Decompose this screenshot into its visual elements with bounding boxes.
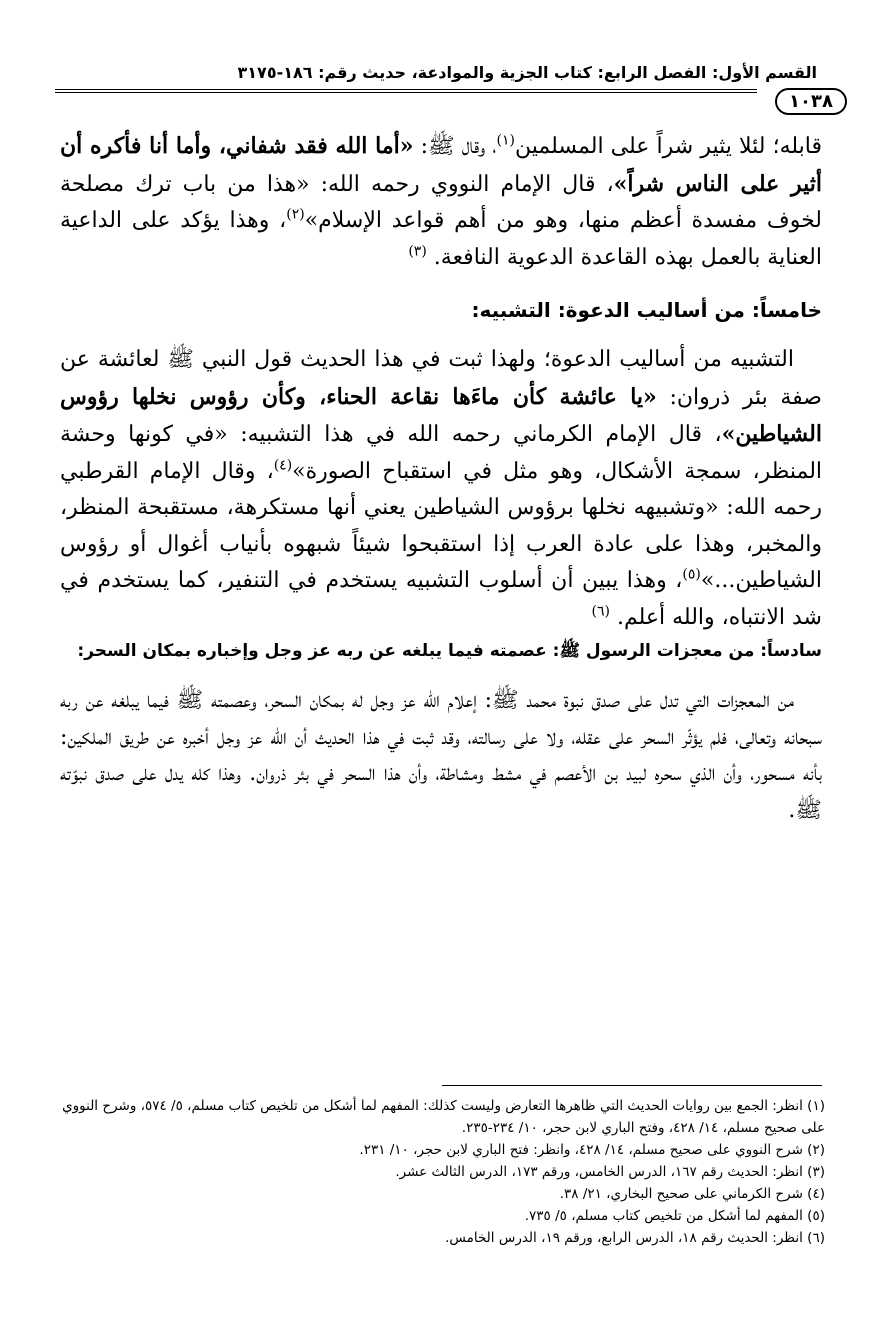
footnote-ref: (٢)	[286, 206, 305, 223]
main-text	[60, 128, 822, 829]
hadith-quote: «أما الله فقد شفاني، وأما أنا فأكره أن أثير على الناس شراً»	[60, 133, 823, 197]
footnotes	[58, 1095, 825, 1249]
text-run: التشبيه من أساليب الدعوة؛ ولهذا ثبت في هذا الحديث قول النبي ﷺ لعائشة عن صفة بئر ذروان:	[60, 347, 822, 410]
text-run: ، وهذا يؤكد على الداعية العناية بالعمل بهذه القاعدة الدعوية النافعة.	[60, 208, 822, 270]
section-heading-5: خامساً: من أساليب الدعوة: التشبيه:	[471, 298, 822, 322]
footnote-ref: (٦)	[591, 603, 610, 620]
footnote-6: (٦) انظر: الحديث رقم ١٨، الدرس الرابع، ورقم ١٩، الدرس الخامس.	[445, 1230, 825, 1246]
paragraph-3: من المعجزات التي تدل على صدق نبوة محمد ﷺ: إعلام الله عز وجل له بمكان السحر، وعصمته ﷺ فيما يبلغه عن ربه سبحانه وتعالى، فلم يؤثّر السحر على عقله، ولا على رسالته، وقد ثبت في هذا الحديث أن الله عز وجل أخبره عن طريق الملكين: بأنه مسحور، وأن الذي سحره لبيد بن الأعصم في مشط ومشاطة، وأن هذا السحر في بئر ذروان. وهذا كله يدل على صدق نبوّته ﷺ.	[60, 688, 822, 823]
footnote-1: (١) انظر: الجمع بين روايات الحديث التي ظاهرها التعارض وليست كذلك: المفهم لما أشكل من تلخيص كتاب مسلم، ٥/ ٥٧٤، وشرح النووي على صحيح مسلم، ١٤/ ٤٢٨، وفتح الباري لابن حجر، ١٠/ ٢٣٤-٢٣٥.	[62, 1098, 825, 1136]
footnote-ref: (٥)	[682, 566, 701, 583]
text-run: ، وقال ﷺ:	[413, 134, 497, 159]
text-run: قابله؛ لئلا يثير شراً على المسلمين	[515, 134, 822, 159]
footnote-3: (٣) انظر: الحديث رقم ١٦٧، الدرس الخامس، ورقم ١٧٣، الدرس الثالث عشر.	[395, 1164, 825, 1180]
footnote-4: (٤) شرح الكرماني على صحيح البخاري، ٢١/ ٣٨.	[559, 1186, 825, 1202]
header-rule	[55, 89, 757, 93]
section-heading-6: سادساً: من معجزات الرسول ﷺ: عصمته فيما يبلغه عن ربه عز وجل وإخباره بمكان السحر:	[77, 641, 822, 661]
footnote-2: (٢) شرح النووي على صحيح مسلم، ١٤/ ٤٢٨، وانظر: فتح الباري لابن حجر، ١٠/ ٢٣١.	[359, 1142, 825, 1158]
footnote-ref: (١)	[496, 132, 516, 149]
page-number: ١٠٣٨	[775, 88, 847, 115]
hadith-quote: «يا عائشة كأن ماءَها نقاعة الحناء، وكأن رؤوس نخلها رؤوس الشياطين»	[60, 383, 822, 447]
footnote-5: (٥) المفهم لما أشكل من تلخيص كتاب مسلم، ٥/ ٧٣٥.	[524, 1208, 825, 1224]
text-run: ، وقال الإمام القرطبي رحمه الله: «وتشبيهه نخلها برؤوس الشياطين يعني أنها مستكرهة، مستقبحة المنظر، والمخبر، وهذا على عادة العرب إذا استقبحوا شيئاً شبهوه بأنياب أغوال أو رؤوس الشياطين...»	[60, 458, 822, 593]
paragraph-1	[60, 128, 822, 276]
footnote-separator	[442, 1085, 822, 1086]
footnote-ref: (٤)	[273, 457, 293, 474]
text-run: ، قال الإمام الكرماني رحمه الله في هذا التشبيه: «في كونها وحشة المنظر، سمجة الأشكال، وهو مثل في استقباح الصورة»	[60, 422, 823, 484]
footnote-ref: (٣)	[408, 243, 427, 260]
text-run: ، قال الإمام النووي رحمه الله: «هذا من باب ترك مصلحة لخوف مفسدة أعظم منها، وهو من أهم قواعد الإسلام»	[60, 171, 822, 233]
text-run: ، وهذا يبين أن أسلوب التشبيه يستخدم في التنفير، كما يستخدم في شد الانتباه، والله أعلم.	[60, 568, 822, 630]
paragraph-2	[60, 342, 822, 636]
running-header: القسم الأول: الفصل الرابع: كتاب الجزية والموادعة، حديث رقم: ١٨٦-٣١٧٥	[237, 63, 817, 82]
